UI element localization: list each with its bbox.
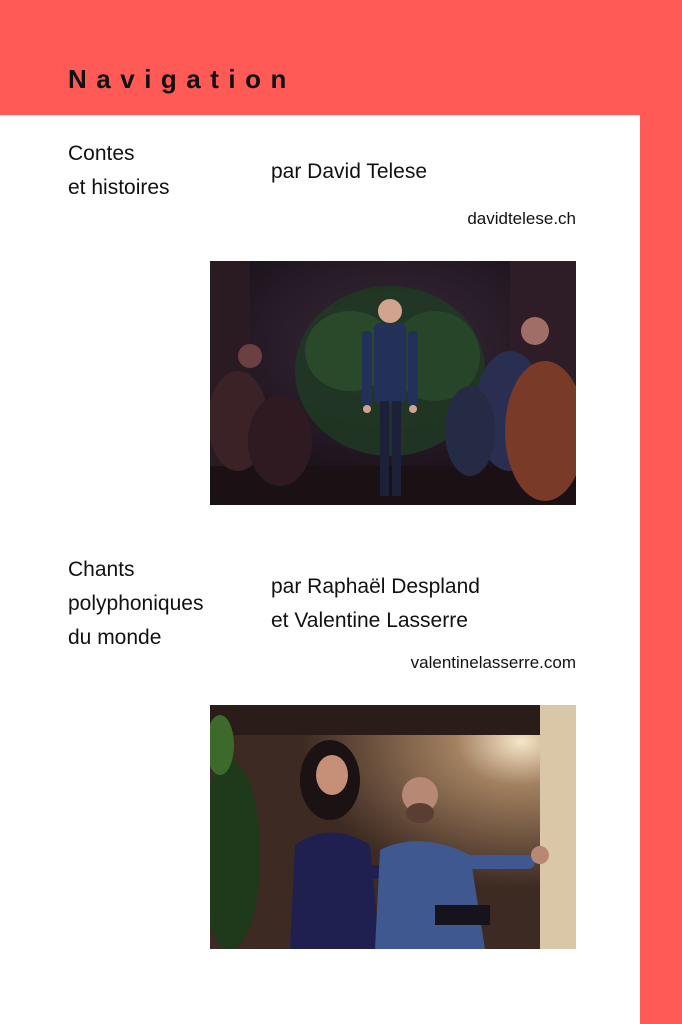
- section-2-byline-line-1: par Raphaël Despland: [271, 575, 480, 598]
- section-1-link[interactable]: davidtelese.ch: [467, 209, 576, 228]
- storyteller-photo: [210, 261, 576, 505]
- section-1-title-line-2: et histoires: [68, 176, 170, 199]
- section-2-title-line-1: Chants: [68, 558, 135, 581]
- storyteller-photo-art: [210, 261, 576, 505]
- header-banner: [0, 0, 682, 115]
- singers-photo-art: [210, 705, 576, 949]
- content-panel: [0, 115, 640, 1024]
- section-2-byline-line-2: et Valentine Lasserre: [271, 609, 468, 632]
- section-2-title-line-3: du monde: [68, 626, 162, 649]
- section-1-title: [68, 137, 170, 205]
- section-2-link[interactable]: valentinelasserre.com: [410, 653, 576, 672]
- page-title: Navigation: [68, 64, 296, 94]
- section-1-byline-line-1: par David Telese: [271, 160, 428, 183]
- section-1-title-line-1: Contes: [68, 142, 135, 165]
- section-1-byline: [271, 155, 427, 189]
- section-2-title: [68, 553, 203, 655]
- section-2-byline: [271, 570, 480, 638]
- section-2-title-line-2: polyphoniques: [68, 592, 204, 615]
- singers-photo: [210, 705, 576, 949]
